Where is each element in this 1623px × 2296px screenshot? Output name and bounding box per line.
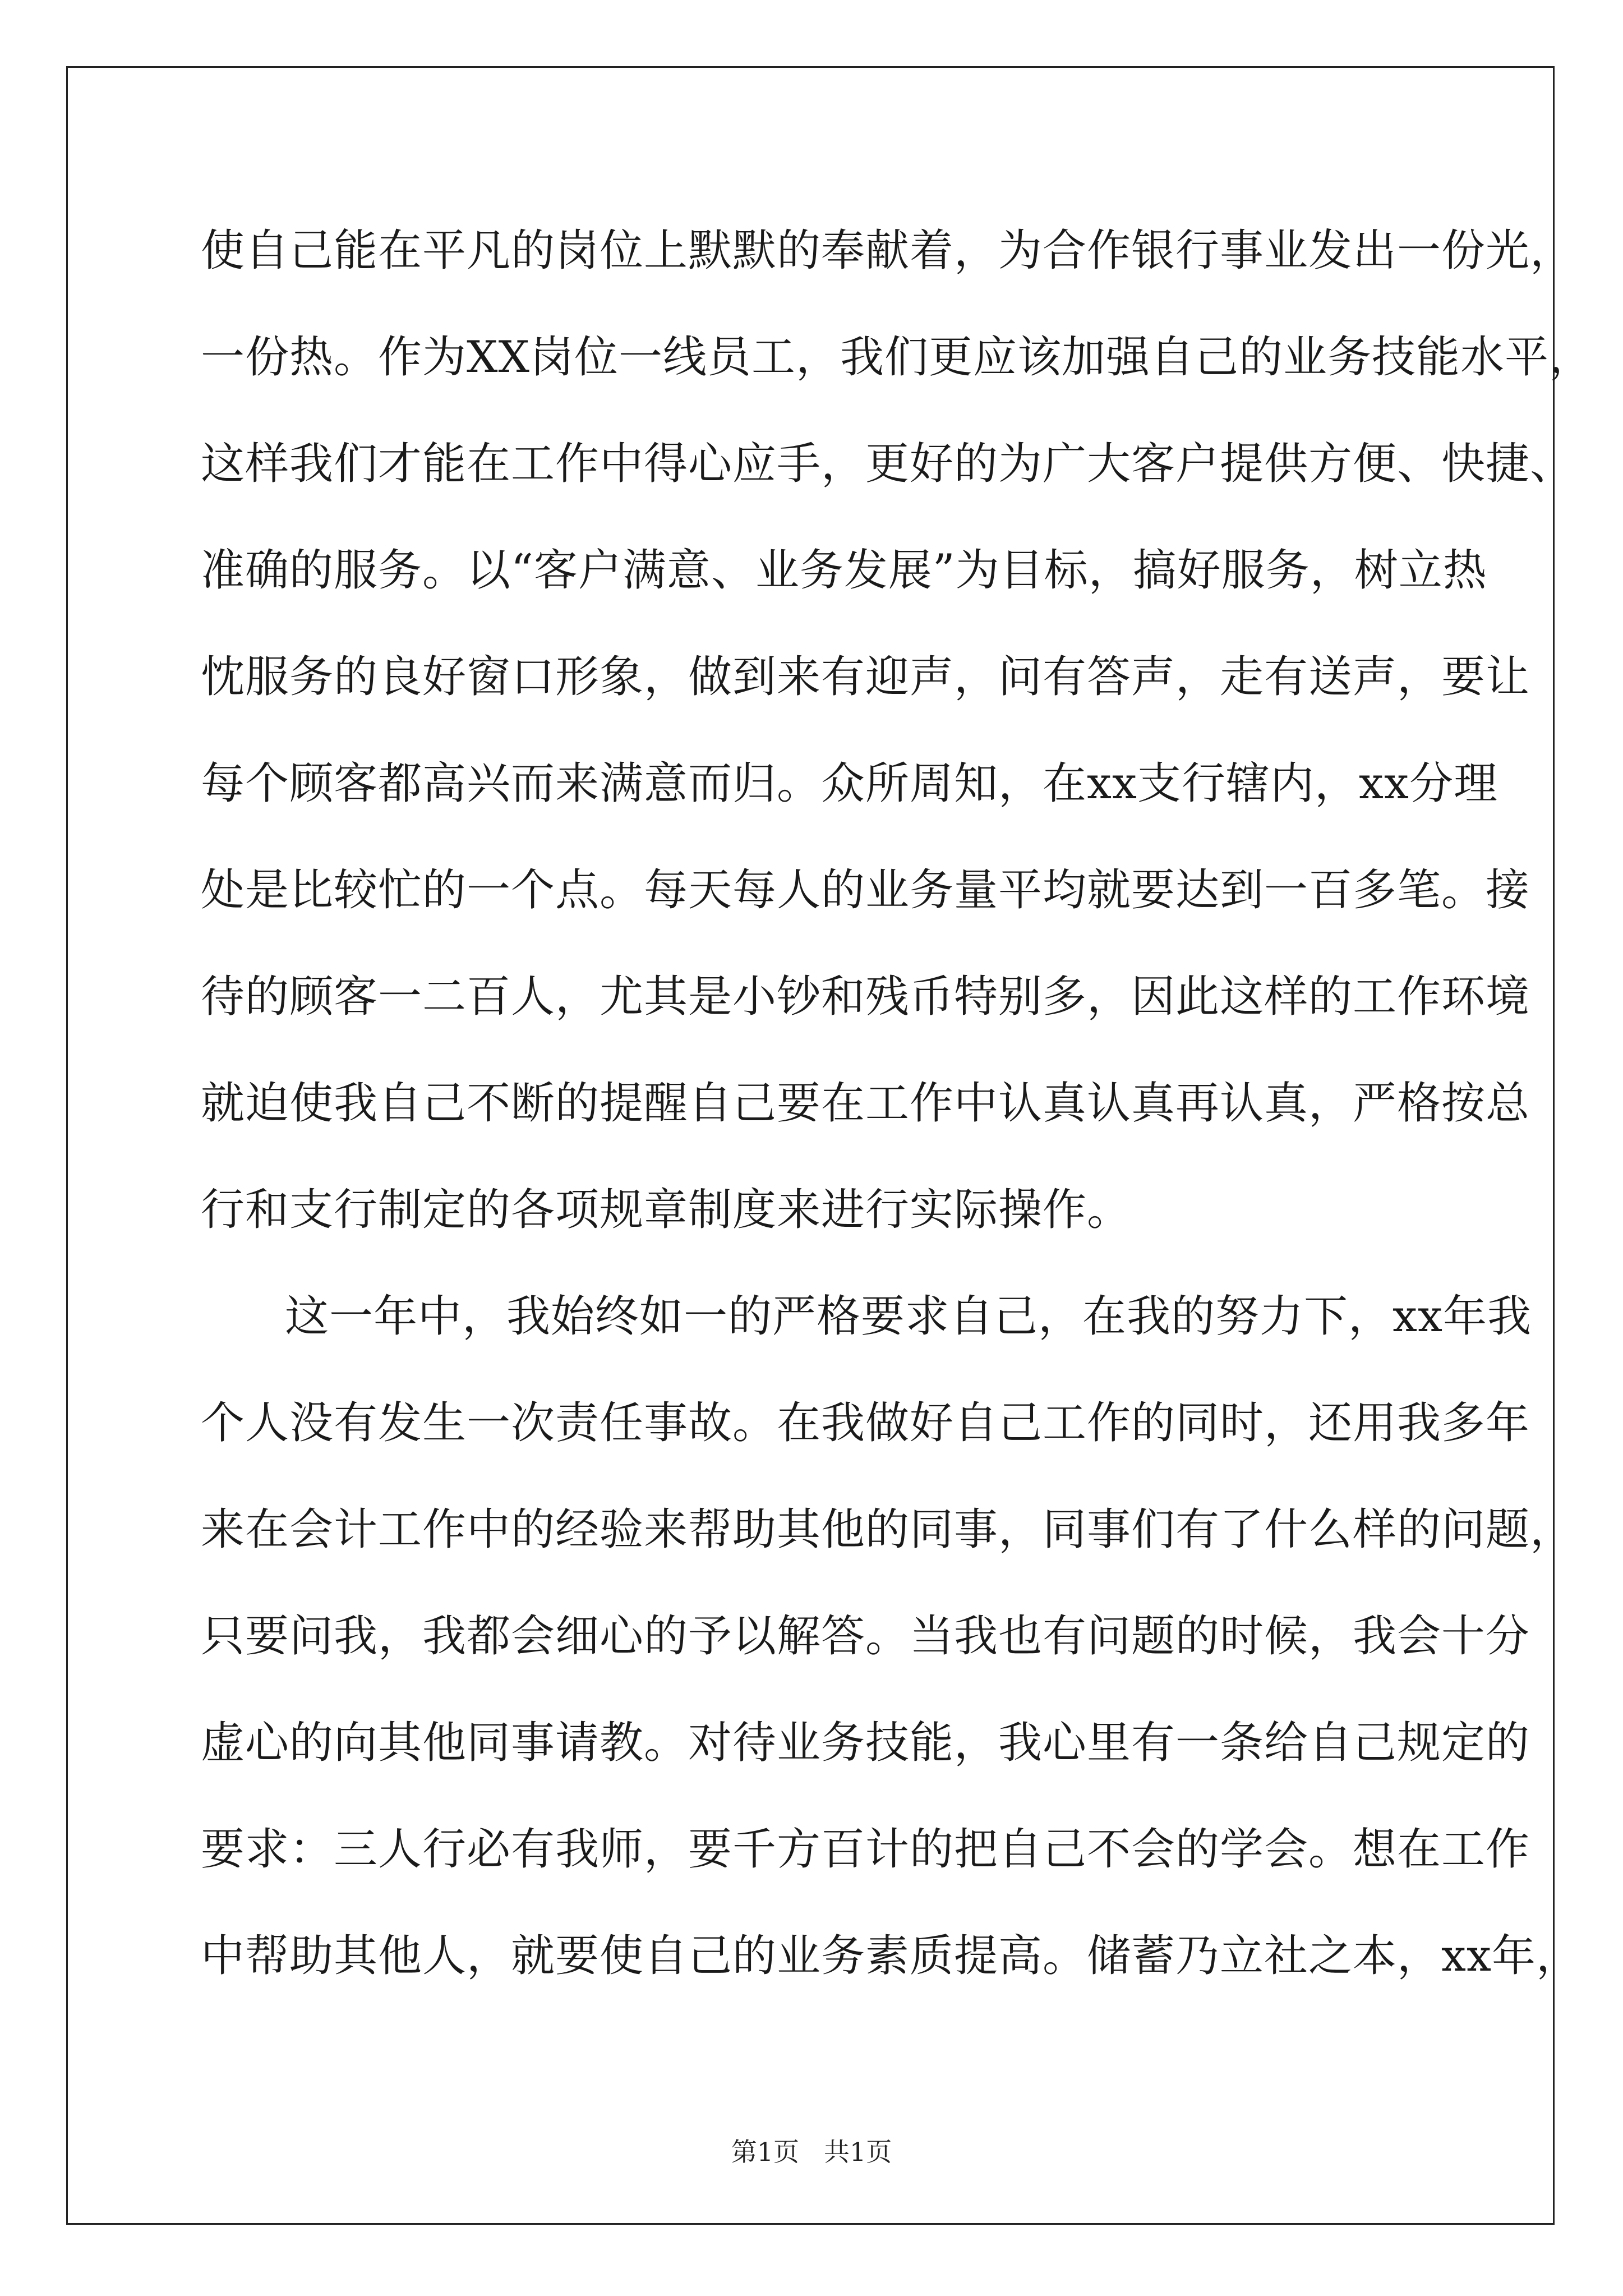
page-footer xyxy=(0,2132,1623,2169)
page-number-current: 第1页 xyxy=(731,2137,799,2167)
text-line: 待的顾客一二百人，尤其是小钞和残币特别多，因此这样的工作环境 xyxy=(201,972,1530,1022)
paragraph-start-line: 这一年中，我始终如一的严格要求自己，在我的努力下，xx年我 xyxy=(285,1291,1532,1342)
text-line: 只要问我，我都会细心的予以解答。当我也有问题的时候，我会十分 xyxy=(201,1611,1530,1662)
text-line: 每个顾客都高兴而来满意而归。众所周知，在xx支行辖内，xx分理 xyxy=(201,758,1498,809)
page-number-total: 共1页 xyxy=(824,2137,892,2167)
text-line: 中帮助其他人，就要使自己的业务素质提高。储蓄乃立社之本，xx年， xyxy=(201,1931,1580,1981)
text-line: 准确的服务。以“客户满意、业务发展”为目标，搞好服务，树立热 xyxy=(201,545,1487,596)
text-line: 个人没有发生一次责任事故。在我做好自己工作的同时，还用我多年 xyxy=(201,1398,1530,1448)
text-line: 行和支行制定的各项规章制度来进行实际操作。 xyxy=(201,1185,1132,1235)
text-line: 虚心的向其他同事请教。对待业务技能，我心里有一条给自己规定的 xyxy=(201,1718,1530,1768)
text-line: 要求：三人行必有我师，要千方百计的把自己不会的学会。想在工作 xyxy=(201,1824,1530,1875)
document-body xyxy=(201,197,1594,2009)
text-line: 这样我们才能在工作中得心应手，更好的为广大客户提供方便、快捷、 xyxy=(201,439,1575,489)
text-line: 来在会计工作中的经验来帮助其他的同事，同事们有了什么样的问题， xyxy=(201,1504,1575,1555)
text-line: 忱服务的良好窗口形象，做到来有迎声，问有答声，走有送声，要让 xyxy=(201,652,1530,702)
text-line: 一份热。作为XX岗位一线员工，我们更应该加强自己的业务技能水平， xyxy=(201,332,1594,383)
text-line: 就迫使我自己不断的提醒自己要在工作中认真认真再认真，严格按总 xyxy=(201,1078,1530,1129)
text-line: 处是比较忙的一个点。每天每人的业务量平均就要达到一百多笔。接 xyxy=(201,865,1530,915)
text-line: 使自己能在平凡的岗位上默默的奉献着，为合作银行事业发出一份光， xyxy=(201,226,1575,276)
